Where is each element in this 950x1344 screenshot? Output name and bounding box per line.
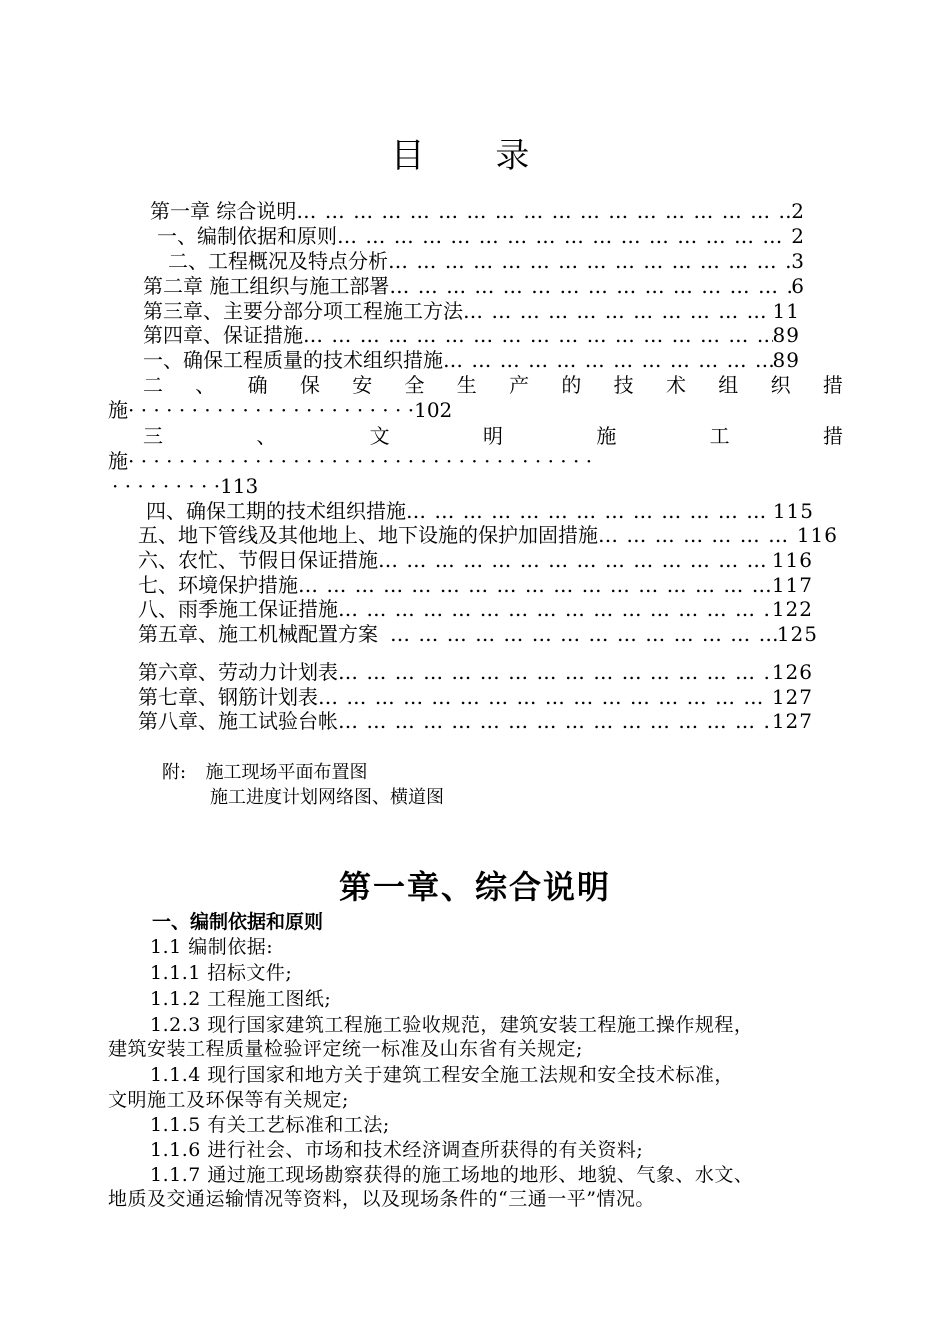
- toc-entry-safety-cont: [108, 398, 452, 423]
- toc-leader: [443, 348, 773, 373]
- toc-leader: [390, 622, 777, 647]
- toc-page-number: 117: [771, 573, 813, 597]
- toc-char: 组: [718, 373, 739, 397]
- paragraph-cont: 建筑安装工程质量检验评定统一标准及山东省有关规定;: [108, 1038, 583, 1060]
- toc-page-number: 116: [796, 523, 838, 547]
- appendix: [162, 760, 368, 785]
- toc-page-number: 116: [771, 548, 813, 572]
- toc-entry-label: 第一章 综合说明: [150, 199, 297, 223]
- toc-leader: [318, 685, 772, 710]
- toc-char: 的: [561, 373, 582, 397]
- toc-entry[interactable]: [138, 523, 838, 548]
- toc-entry[interactable]: [143, 323, 800, 348]
- toc-char: 保: [299, 373, 320, 397]
- toc-char: 产: [509, 373, 530, 397]
- toc-entry[interactable]: [150, 199, 805, 224]
- toc-page-number: 125: [776, 622, 818, 646]
- toc-entry-label: 第五章、施工机械配置方案: [138, 622, 378, 646]
- toc-char: 施: [596, 424, 617, 448]
- toc-entry-civil[interactable]: [143, 424, 843, 449]
- toc-entry[interactable]: [138, 660, 813, 685]
- toc-char: 技: [613, 373, 634, 397]
- toc-entry[interactable]: [138, 548, 813, 573]
- chapter-title: 第一章、综合说明: [338, 868, 611, 906]
- toc-page-number: 113: [220, 474, 259, 498]
- toc-char: 、: [195, 373, 216, 397]
- paragraph: 1.1.6 进行社会、市场和技术经济调查所获得的有关资料;: [150, 1139, 644, 1161]
- toc-leader: [388, 249, 791, 274]
- appendix-item: 施工现场平面布置图: [205, 762, 368, 783]
- toc-title: 目 录: [390, 136, 560, 176]
- toc-char: 措: [822, 424, 843, 448]
- toc-entry-safety[interactable]: [143, 373, 843, 398]
- toc-entry-label: 七、环境保护措施: [138, 573, 298, 597]
- toc-char: 三: [143, 424, 163, 448]
- toc-entry-label: 八、雨季施工保证措施: [138, 597, 338, 621]
- toc-entry[interactable]: [157, 224, 805, 249]
- paragraph: 1.1.1 招标文件;: [150, 962, 293, 984]
- appendix-item: 施工进度计划网络图、横道图: [210, 787, 444, 808]
- toc-entry-label: 六、农忙、节假日保证措施: [138, 548, 378, 572]
- toc-entry-civil-cont2: [112, 474, 258, 499]
- appendix-item-row: [210, 785, 444, 810]
- toc-leader: [463, 299, 773, 324]
- toc-entry-label: 五、地下管线及其他地上、地下设施的保护加固措施: [138, 523, 598, 547]
- toc-entry[interactable]: [146, 499, 814, 524]
- toc-leader: [378, 548, 772, 573]
- toc-entry[interactable]: [138, 622, 818, 647]
- toc-leader: [303, 323, 773, 348]
- paragraph: 1.1.5 有关工艺标准和工法;: [150, 1114, 390, 1136]
- toc-leader: [338, 597, 772, 622]
- toc-page-number: 122: [771, 597, 813, 621]
- toc-page-number: 11: [772, 299, 800, 323]
- toc-char: 施: [108, 449, 128, 473]
- toc-char: 施: [108, 398, 128, 422]
- toc-page-number: 102: [414, 398, 453, 422]
- toc-page-number: 6: [791, 274, 805, 298]
- toc-leader: [406, 499, 773, 524]
- appendix-label: 附:: [162, 762, 187, 783]
- toc-entry[interactable]: [143, 299, 800, 324]
- toc-char: 术: [665, 373, 686, 397]
- toc-entry[interactable]: [143, 274, 805, 299]
- toc-entry[interactable]: [138, 709, 813, 734]
- toc-leader: [389, 274, 791, 299]
- toc-entry-label: 一、确保工程质量的技术组织措施: [143, 348, 443, 372]
- toc-entry[interactable]: [138, 685, 813, 710]
- toc-entry[interactable]: [143, 348, 800, 373]
- toc-leader: · · · · · · · · ·: [112, 474, 221, 498]
- paragraph: 1.1.4 现行国家和地方关于建筑工程安全施工法规和安全技术标准，: [150, 1064, 734, 1086]
- toc-char: 生: [456, 373, 477, 397]
- toc-entry-label: 第七章、钢筋计划表: [138, 685, 318, 709]
- toc-char: 确: [247, 373, 268, 397]
- toc-entry-label: 第二章 施工组织与施工部署: [143, 274, 390, 298]
- toc-char: 明: [482, 424, 503, 448]
- toc-char: 二: [143, 373, 163, 397]
- toc-char: 措: [822, 373, 843, 397]
- toc-page-number: 89: [772, 323, 800, 347]
- paragraph: 1.1.7 通过施工现场勘察获得的施工场地的地形、地貌、气象、水文、: [150, 1164, 754, 1186]
- toc-entry-label: 第八章、施工试验台帐: [138, 709, 338, 733]
- toc-entry[interactable]: [168, 249, 805, 274]
- toc-page-number: 2: [791, 199, 805, 223]
- toc-entry-label: 第三章、主要分部分项工程施工方法: [143, 299, 463, 323]
- toc-page-number: 127: [771, 685, 813, 709]
- paragraph: 1.1.2 工程施工图纸;: [150, 988, 332, 1010]
- toc-char: 文: [369, 424, 390, 448]
- paragraph-cont: 文明施工及环保等有关规定;: [108, 1089, 349, 1111]
- toc-leader: [338, 709, 772, 734]
- toc-leader: [338, 660, 772, 685]
- paragraph: 1.1 编制依据:: [150, 936, 274, 958]
- toc-entry-label: 第六章、劳动力计划表: [138, 660, 338, 684]
- toc-leader: [337, 224, 791, 249]
- toc-char: 织: [770, 373, 791, 397]
- toc-char: 安: [352, 373, 373, 397]
- toc-leader: [296, 199, 791, 224]
- toc-entry-label: 二、工程概况及特点分析: [168, 249, 388, 273]
- toc-page-number: 115: [772, 499, 814, 523]
- toc-leader: · · · · · · · · · · · · · · · · · · · · · · · · · · · · · · · · · · · · ·: [128, 449, 593, 473]
- toc-leader: [598, 523, 797, 548]
- paragraph-cont: 地质及交通运输情况等资料，以及现场条件的“三通一平”情况。: [108, 1188, 655, 1210]
- toc-page-number: 89: [772, 348, 800, 372]
- section-title: 一、编制依据和原则: [152, 911, 324, 933]
- toc-entry[interactable]: [138, 597, 813, 622]
- toc-leader: [298, 573, 772, 598]
- toc-entry[interactable]: [138, 573, 813, 598]
- toc-entry-civil-cont: [108, 449, 848, 474]
- paragraph: 1.2.3 现行国家建筑工程施工验收规范，建筑安装工程施工操作规程，: [150, 1014, 754, 1036]
- toc-entry-label: 四、确保工期的技术组织措施: [146, 499, 406, 523]
- toc-page-number: 126: [771, 660, 813, 684]
- toc-page-number: 2: [791, 224, 805, 248]
- toc-page-number: 3: [791, 249, 805, 273]
- toc-char: 、: [256, 424, 277, 448]
- toc-char: 全: [404, 373, 425, 397]
- toc-char: 工: [709, 424, 730, 448]
- toc-page-number: 127: [771, 709, 813, 733]
- toc-entry-label: 第四章、保证措施: [143, 323, 303, 347]
- toc-leader: · · · · · · · · · · · · · · · · · · · · · · ·: [128, 398, 415, 422]
- toc-entry-label: 一、编制依据和原则: [157, 224, 337, 248]
